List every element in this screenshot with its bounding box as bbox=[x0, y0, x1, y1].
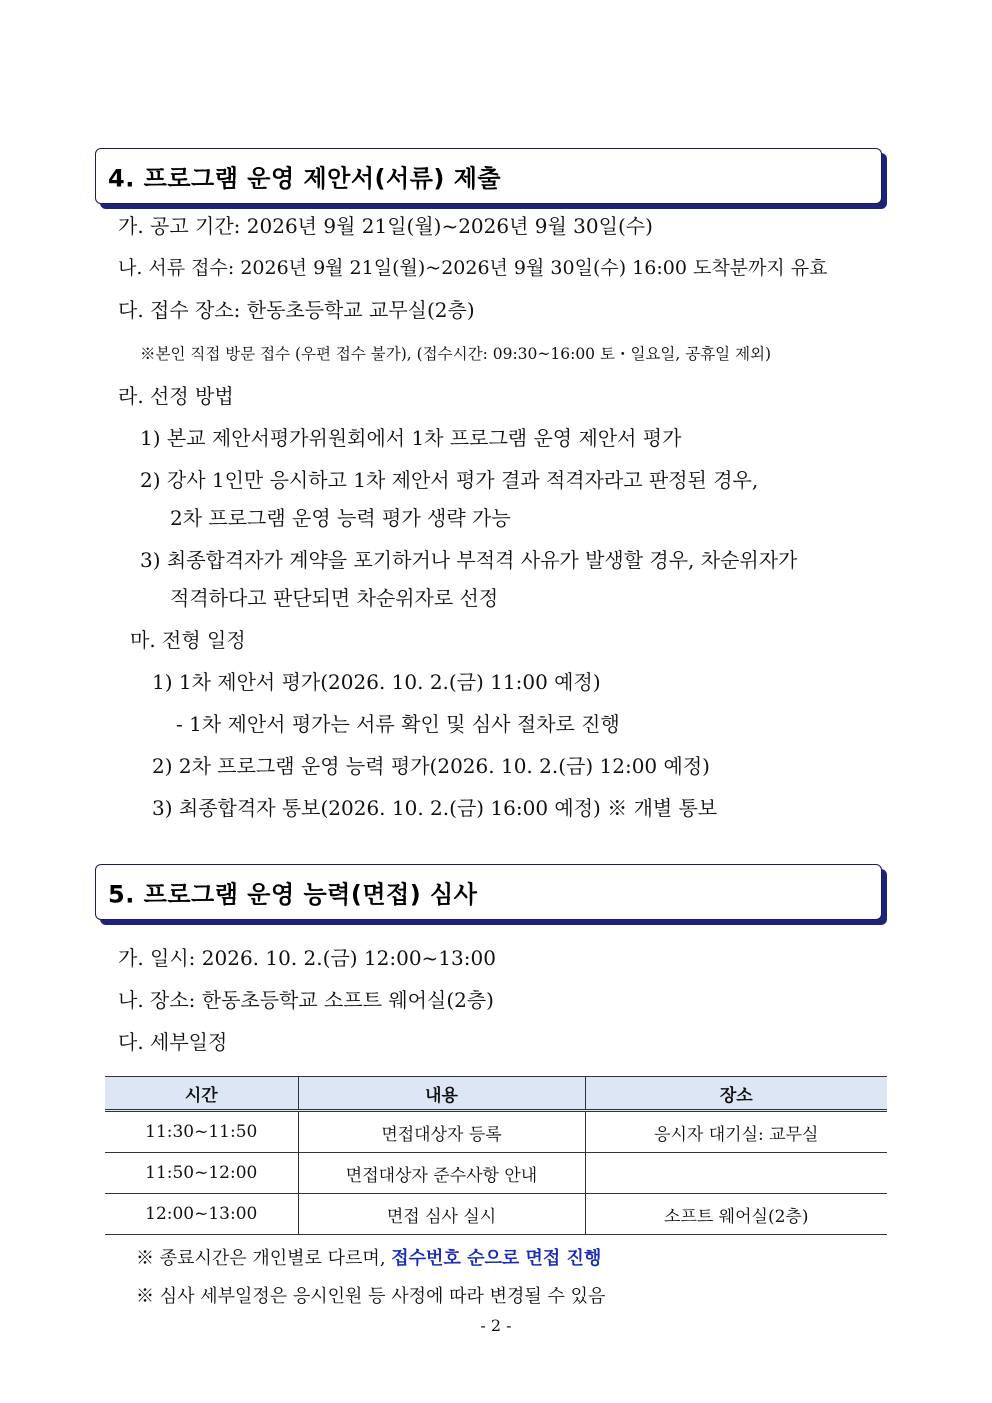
table-header-place: 장소 bbox=[585, 1077, 887, 1111]
section-4-title: 4. 프로그램 운영 제안서(서류) 제출 bbox=[108, 164, 502, 193]
table-header-time: 시간 bbox=[105, 1077, 298, 1111]
schedule-item-1: 1) 1차 제안서 평가(2026. 10. 2.(금) 11:00 예정) bbox=[152, 670, 601, 694]
table-header-content: 내용 bbox=[298, 1077, 585, 1111]
schedule-item-3: 3) 최종합격자 통보(2026. 10. 2.(금) 16:00 예정) ※ 개별 통보 bbox=[152, 796, 718, 820]
table-cell-content: 면접 심사 실시 bbox=[298, 1194, 585, 1235]
table-cell-content: 면접대상자 준수사항 안내 bbox=[298, 1153, 585, 1194]
end-time-note-prefix: ※ 종료시간은 개인별로 다르며, bbox=[136, 1248, 392, 1269]
selection-item-1: 1) 본교 제안서평가위원회에서 1차 프로그램 운영 제안서 평가 bbox=[140, 426, 682, 450]
table-row bbox=[105, 1194, 887, 1235]
schedule-item-2: 2) 2차 프로그램 운영 능력 평가(2026. 10. 2.(금) 12:00 예정) bbox=[152, 754, 710, 778]
receipt-location: 다. 접수 장소: 한동초등학교 교무실(2층) bbox=[118, 298, 475, 322]
interview-datetime: 가. 일시: 2026. 10. 2.(금) 12:00~13:00 bbox=[118, 946, 496, 970]
table-cell-time: 11:30~11:50 bbox=[105, 1111, 298, 1153]
selection-method-label: 라. 선정 방법 bbox=[118, 384, 234, 408]
receipt-note: ※본인 직접 방문 접수 (우편 접수 불가), (접수시간: 09:30~16:00 토・일요일, 공휴일 제외) bbox=[140, 345, 772, 363]
table-cell-content: 면접대상자 등록 bbox=[298, 1111, 585, 1153]
selection-item-3-cont: 적격하다고 판단되면 차순위자로 선정 bbox=[170, 586, 499, 610]
schedule-label: 마. 전형 일정 bbox=[130, 628, 246, 652]
selection-item-2-cont: 2차 프로그램 운영 능력 평가 생략 가능 bbox=[170, 506, 511, 530]
selection-item-2: 2) 강사 1인만 응시하고 1차 제안서 평가 결과 적격자라고 판정된 경우, bbox=[140, 468, 759, 492]
table-row bbox=[105, 1111, 887, 1153]
table-row bbox=[105, 1153, 887, 1194]
detailed-schedule-label: 다. 세부일정 bbox=[118, 1030, 228, 1054]
end-time-note bbox=[136, 1249, 601, 1269]
table-cell-time: 11:50~12:00 bbox=[105, 1153, 298, 1194]
selection-item-3: 3) 최종합격자가 계약을 포기하거나 부적격 사유가 발생할 경우, 차순위자가 bbox=[140, 548, 798, 572]
table-cell-place bbox=[585, 1153, 887, 1194]
table-cell-place: 소프트 웨어실(2층) bbox=[585, 1194, 887, 1235]
section-5-title: 5. 프로그램 운영 능력(면접) 심사 bbox=[108, 880, 478, 909]
document-receipt: 나. 서류 접수: 2026년 9월 21일(월)~2026년 9월 30일(수) 16:00 도착분까지 유효 bbox=[118, 257, 828, 279]
page-number: - 2 - bbox=[480, 1316, 512, 1335]
schedule-item-1-detail: - 1차 제안서 평가는 서류 확인 및 심사 절차로 진행 bbox=[176, 712, 620, 736]
section-4-heading-box bbox=[95, 148, 882, 204]
end-time-note-emphasis: 접수번호 순으로 면접 진행 bbox=[391, 1248, 602, 1269]
schedule-change-note: ※ 심사 세부일정은 응시인원 등 사정에 따라 변경될 수 있음 bbox=[136, 1286, 606, 1307]
section-5-heading-box bbox=[95, 864, 882, 920]
interview-schedule-table bbox=[105, 1076, 887, 1235]
table-cell-place: 응시자 대기실: 교무실 bbox=[585, 1111, 887, 1153]
table-cell-time: 12:00~13:00 bbox=[105, 1194, 298, 1235]
table-header-row bbox=[105, 1077, 887, 1111]
interview-location: 나. 장소: 한동초등학교 소프트 웨어실(2층) bbox=[118, 988, 494, 1012]
announcement-period: 가. 공고 기간: 2026년 9월 21일(월)~2026년 9월 30일(수) bbox=[118, 214, 653, 238]
